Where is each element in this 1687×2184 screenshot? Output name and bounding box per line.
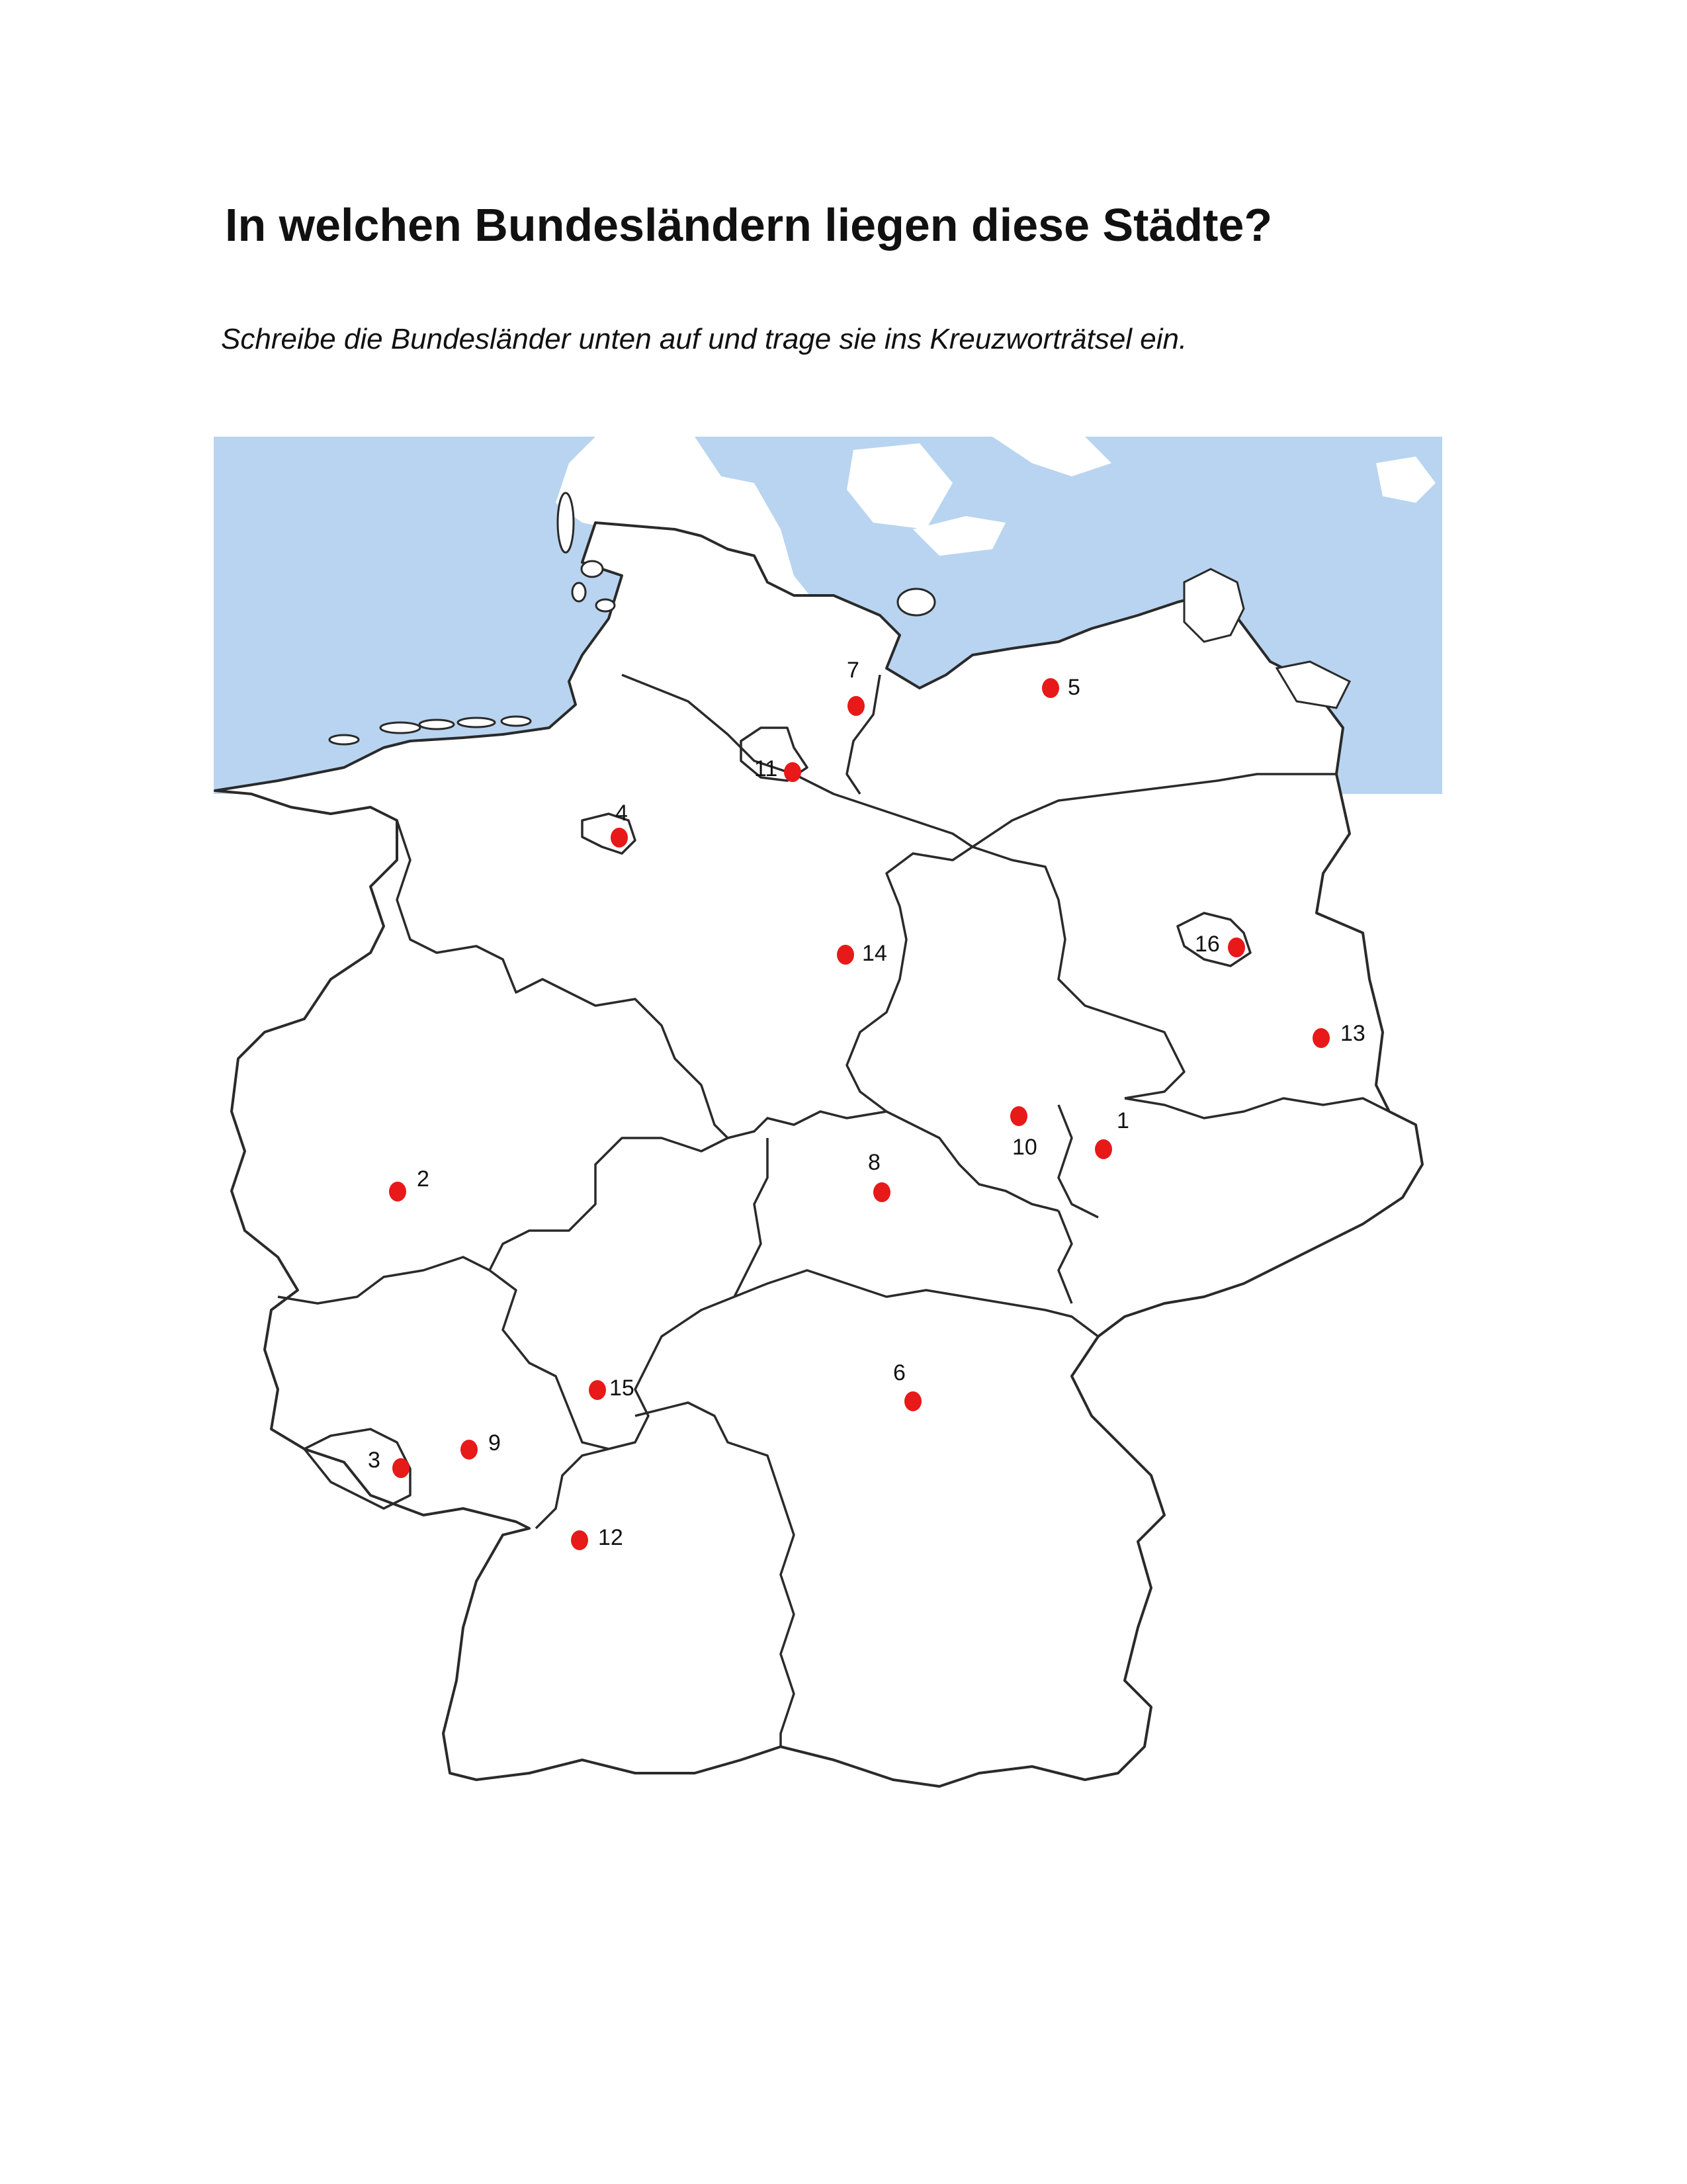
city-label-12: 12 [598, 1525, 623, 1550]
city-label-14: 14 [862, 941, 887, 966]
germany-map [214, 437, 1442, 1826]
island-north-1 [380, 722, 420, 733]
island-pellworm [596, 599, 615, 611]
city-label-11: 11 [754, 756, 778, 781]
city-label-2: 2 [417, 1166, 429, 1192]
city-label-13: 13 [1340, 1021, 1365, 1046]
city-label-8: 8 [868, 1150, 881, 1175]
city-label-9: 9 [488, 1430, 501, 1456]
city-label-15: 15 [609, 1376, 634, 1401]
city-label-16: 16 [1195, 932, 1220, 957]
city-label-6: 6 [893, 1360, 906, 1385]
city-label-1: 1 [1117, 1108, 1129, 1133]
city-label-10: 10 [1012, 1135, 1037, 1160]
city-label-4: 4 [615, 801, 628, 826]
city-label-7: 7 [847, 658, 859, 683]
city-label-5: 5 [1068, 675, 1080, 700]
city-label-3: 3 [368, 1448, 380, 1473]
island-amrum [572, 583, 585, 601]
island-north-4 [501, 717, 531, 726]
instruction-text: Schreibe die Bundesländer unten auf und trage sie ins Kreuzworträtsel ein. [221, 323, 1188, 355]
island-north-2 [419, 720, 454, 729]
page-title: In welchen Bundesländern liegen diese Städte? [225, 199, 1273, 251]
island-north-5 [329, 735, 359, 744]
island-north-3 [458, 718, 495, 727]
island-foehr [582, 561, 603, 577]
island-fehmarn [898, 589, 935, 615]
island-sylt [558, 493, 574, 552]
